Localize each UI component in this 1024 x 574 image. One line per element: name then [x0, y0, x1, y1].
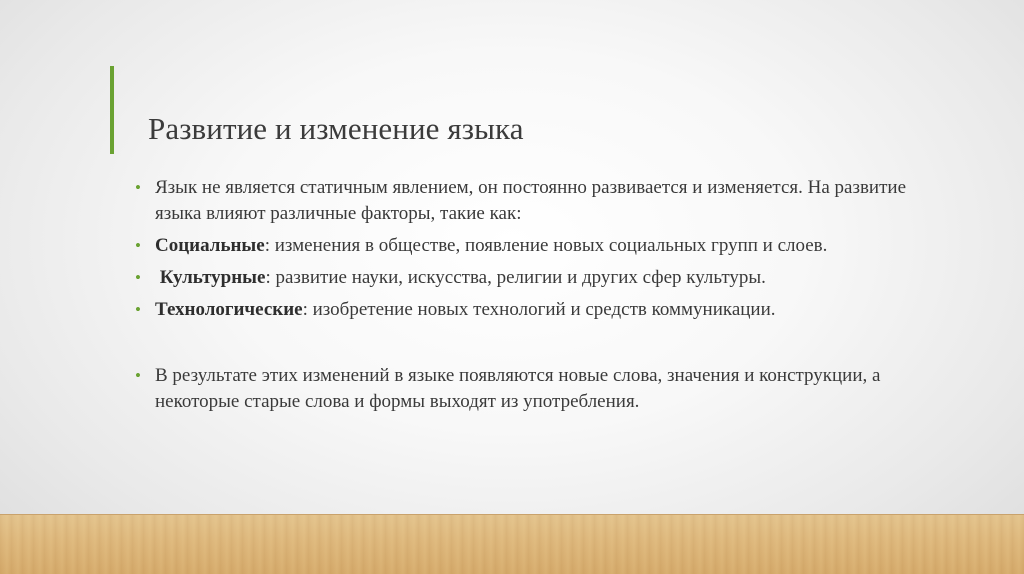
bullet-text: : изменения в обществе, появление новых социальных групп и слоев.: [264, 235, 828, 256]
bullet-item-technological: [135, 297, 915, 323]
bullet-icon: •: [135, 268, 141, 287]
bullet-item-result: [135, 363, 915, 415]
bullet-icon: •: [135, 366, 141, 385]
bullet-text: : развитие науки, искусства, религии и других сфер культуры.: [265, 267, 766, 288]
bullet-text: : изобретение новых технологий и средств коммуникации.: [302, 299, 776, 320]
bullet-item-cultural: [135, 265, 915, 291]
bullet-term: Культурные: [155, 267, 266, 288]
bullet-item-social: [135, 233, 915, 259]
bullet-text: Язык не является статичным явлением, он постоянно развивается и изменяется. На развитие языка влияют различные факторы, такие как:: [155, 177, 907, 224]
wood-floor-background: [0, 514, 1024, 574]
bullet-icon: •: [135, 300, 141, 319]
bullet-text: В результате этих изменений в языке появляются новые слова, значения и конструкции, а некоторые старые слова и формы выходят из употребления.: [155, 365, 881, 412]
bullet-icon: •: [135, 236, 141, 255]
bullet-icon: •: [135, 178, 141, 197]
title-accent-bar: [110, 66, 114, 154]
bullet-list: [135, 175, 915, 415]
slide-title: Развитие и изменение языка: [148, 111, 524, 146]
bullet-term: Технологические: [155, 299, 303, 320]
bullet-item-intro: [135, 175, 915, 227]
bullet-term: Социальные: [155, 235, 265, 256]
